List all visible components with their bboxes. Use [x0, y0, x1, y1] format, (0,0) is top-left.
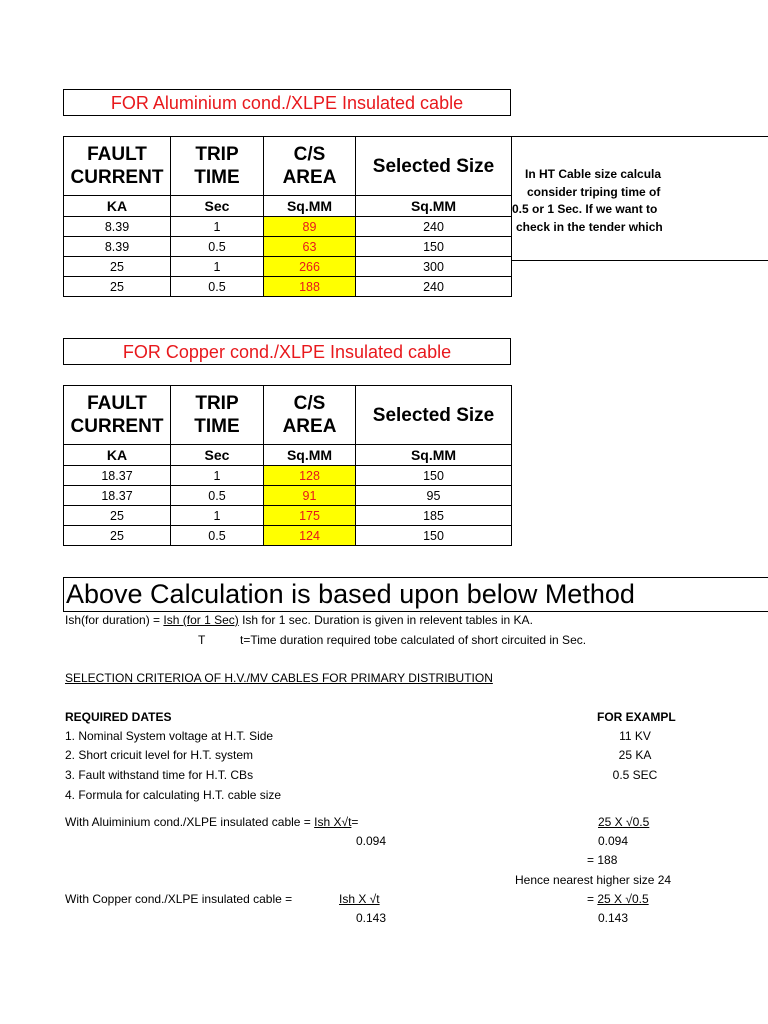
- aluminium-example-num: 25 X √0.5: [598, 815, 650, 829]
- copper-formula-den: 0.143: [356, 911, 387, 925]
- table-cell: 240: [356, 277, 512, 297]
- cs-area-cell: 63: [264, 237, 356, 257]
- copper-formula-num: Ish X √t: [339, 892, 380, 906]
- item-value: 25 KA: [618, 748, 652, 762]
- aluminium-header-row: [64, 137, 512, 196]
- table-row: [64, 257, 512, 277]
- table-cell: 8.39: [64, 217, 171, 237]
- table-cell: 150: [356, 526, 512, 546]
- table-cell: 240: [356, 217, 512, 237]
- unit-cell: KA: [64, 445, 171, 466]
- table-cell: 1: [171, 506, 264, 526]
- table-cell: 0.5: [171, 526, 264, 546]
- aluminium-units-row: [64, 196, 512, 217]
- table-cell: 25: [64, 277, 171, 297]
- unit-cell: Sq.MM: [264, 196, 356, 217]
- copper-table: [63, 385, 512, 546]
- table-row: [64, 217, 512, 237]
- item-label: 1. Nominal System voltage at H.T. Side: [65, 729, 274, 743]
- copper-formula-label: With Copper cond./XLPE insulated cable =: [65, 892, 293, 906]
- table-row: [64, 277, 512, 297]
- table-cell: 0.5: [171, 277, 264, 297]
- selection-title: SELECTION CRITERIOA OF H.V./MV CABLES FOR PRIMARY DISTRIBUTION: [65, 671, 493, 685]
- table-row: [64, 526, 512, 546]
- aluminium-formula: With Aluiminium cond./XLPE insulated cable = Ish X√t=: [65, 815, 359, 829]
- header-fault-current: FAULT CURRENT: [64, 137, 171, 196]
- table-cell: 18.37: [64, 486, 171, 506]
- table-cell: 150: [356, 466, 512, 486]
- header-fault-current: FAULT CURRENT: [64, 386, 171, 445]
- aluminium-result: = 188: [587, 853, 618, 867]
- header-trip-time: TRIP TIME: [171, 386, 264, 445]
- table-cell: 25: [64, 526, 171, 546]
- table-row: [64, 466, 512, 486]
- method-heading: Above Calculation is based upon below Method: [63, 577, 768, 612]
- header-selected-size: Selected Size: [356, 137, 512, 196]
- aluminium-hence: Hence nearest higher size 24: [515, 873, 672, 887]
- aluminium-title: FOR Aluminium cond./XLPE Insulated cable: [63, 89, 511, 116]
- copper-title: FOR Copper cond./XLPE Insulated cable: [63, 338, 511, 365]
- aluminium-table: [63, 136, 512, 297]
- table-cell: 300: [356, 257, 512, 277]
- table-cell: 25: [64, 506, 171, 526]
- table-row: [64, 506, 512, 526]
- copper-example-den: 0.143: [598, 911, 629, 925]
- formula-denominator: T: [198, 633, 206, 647]
- table-cell: 25: [64, 257, 171, 277]
- aluminium-formula-den: 0.094: [356, 834, 387, 848]
- table-cell: 0.5: [171, 486, 264, 506]
- ht-cable-note: [511, 136, 768, 261]
- cs-area-cell: 266: [264, 257, 356, 277]
- table-cell: 1: [171, 466, 264, 486]
- example-label: FOR EXAMPL: [597, 710, 676, 724]
- table-row: [64, 486, 512, 506]
- formula-t-note: t=Time duration required tobe calculated of short circuited in Sec.: [240, 633, 587, 647]
- table-cell: 18.37: [64, 466, 171, 486]
- copper-header-row: [64, 386, 512, 445]
- item-label: 2. Short cricuit level for H.T. system: [65, 748, 254, 762]
- cs-area-cell: 128: [264, 466, 356, 486]
- item-label: 3. Fault withstand time for H.T. CBs: [65, 768, 254, 782]
- unit-cell: Sec: [171, 196, 264, 217]
- item-label: 4. Formula for calculating H.T. cable size: [65, 788, 282, 802]
- cs-area-cell: 91: [264, 486, 356, 506]
- table-cell: 95: [356, 486, 512, 506]
- copper-example: = 25 X √0.5: [587, 892, 649, 906]
- header-cs-area: C/S AREA: [264, 137, 356, 196]
- table-row: [64, 237, 512, 257]
- note-text: In HT Cable size calcula consider triping time of 0.5 or 1 Sec. If we want to check in the tender which: [512, 167, 663, 234]
- table-cell: 185: [356, 506, 512, 526]
- header-cs-area: C/S AREA: [264, 386, 356, 445]
- item-value: 11 KV: [619, 729, 651, 743]
- copper-units-row: [64, 445, 512, 466]
- unit-cell: Sq.MM: [356, 445, 512, 466]
- cs-area-cell: 175: [264, 506, 356, 526]
- table-cell: 8.39: [64, 237, 171, 257]
- unit-cell: Sq.MM: [264, 445, 356, 466]
- unit-cell: KA: [64, 196, 171, 217]
- unit-cell: Sq.MM: [356, 196, 512, 217]
- header-selected-size: Selected Size: [356, 386, 512, 445]
- header-trip-time: TRIP TIME: [171, 137, 264, 196]
- table-cell: 150: [356, 237, 512, 257]
- aluminium-example-den: 0.094: [598, 834, 629, 848]
- required-label: REQUIRED DATES: [65, 710, 172, 724]
- table-cell: 0.5: [171, 237, 264, 257]
- cs-area-cell: 124: [264, 526, 356, 546]
- table-cell: 1: [171, 257, 264, 277]
- cs-area-cell: 188: [264, 277, 356, 297]
- item-value: 0.5 SEC: [612, 768, 658, 782]
- table-cell: 1: [171, 217, 264, 237]
- cs-area-cell: 89: [264, 217, 356, 237]
- unit-cell: Sec: [171, 445, 264, 466]
- formula-line: Ish(for duration) = Ish (for 1 Sec) Ish for 1 sec. Duration is given in relevent tables in KA.: [65, 613, 533, 627]
